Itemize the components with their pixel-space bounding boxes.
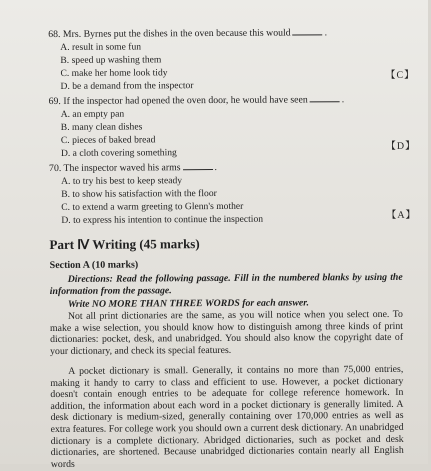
question-68-option-d: D. be a demand from the inspector [60, 80, 194, 92]
question-69-option-b: B. many clean dishes [60, 121, 143, 133]
question-70-stem [49, 160, 217, 175]
question-69-option-c: C. pieces of baked bread [60, 134, 156, 146]
question-68-option-b: B. speed up washing them [60, 54, 162, 66]
passage-paragraph-2: A pocket dictionary is small. Generally, it contains no more than 75,000 entries, making it handy to carry to class and efficient to use. However, a pocket dictionary doesn't contain enough entries to be adequate for college reference homework. In addition, the information about each word in a pocket dictionary is generally limited. A desk dictionary is medium-sized, generally containing over 170,000 entries as well as extra features. For college work you should own a current desk dictionary. An unabridged dictionary is a complete dictionary. Abridged dictionaries, such as pocket and desk dictionaries, are shortened. Because unabridged dictionaries contain nearly all English words [50, 363, 404, 470]
question-70-blank [182, 160, 212, 170]
question-69-option-a: A. an empty pan [60, 108, 125, 120]
part-heading: Part Ⅳ Writing (45 marks) [49, 236, 200, 253]
question-68-answer: 【C】 [385, 69, 416, 81]
section-heading: Section A (10 marks) [49, 259, 139, 272]
section-directions: Directions: Read the following passage. Fill in the numbered blanks by using the information from the passage. [49, 271, 403, 297]
word-limit-rule: Write NO MORE THAN THREE WORDS for each answer. [67, 297, 309, 310]
question-70-text: 70. The inspector waved his arms [48, 162, 181, 175]
question-70-option-d: D. to express his intention to continue the inspection [61, 213, 264, 226]
question-70-option-b: B. to show his satisfaction with the floor [61, 187, 217, 200]
question-70-option-a: A. to try his best to keep steady [61, 175, 183, 187]
question-69-end: . [341, 94, 345, 106]
question-68-text: 68. Mrs. Byrnes put the dishes in the oven because this would [48, 27, 291, 41]
question-69-blank [310, 92, 340, 102]
question-68-end: . [324, 27, 328, 39]
question-68-option-a: A. result in some fun [60, 41, 142, 53]
question-69-answer: 【D】 [385, 140, 417, 152]
passage-paragraph-1: Not all print dictionaries are the same, as you will notice when you select one. To make a wise selection, you should know how to distinguish among three kinds of print dictionaries: pocket, desk, and unabridged. You should also know the copyright date of your dictionary, and check its special features. [49, 308, 404, 357]
question-70-end: . [214, 161, 218, 173]
question-68-option-c: C. make her home look tidy [60, 67, 168, 79]
question-70-option-c: C. to extend a warm greeting to Glenn's mother [61, 200, 244, 213]
question-68-stem [48, 25, 327, 41]
question-69-stem [49, 92, 345, 108]
question-70-answer: 【A】 [386, 209, 417, 221]
question-69-option-d: D. a cloth covering something [60, 147, 177, 159]
question-68-blank [293, 25, 323, 35]
question-69-text: 69. If the inspector had opened the oven door, he would have seen [48, 94, 308, 108]
